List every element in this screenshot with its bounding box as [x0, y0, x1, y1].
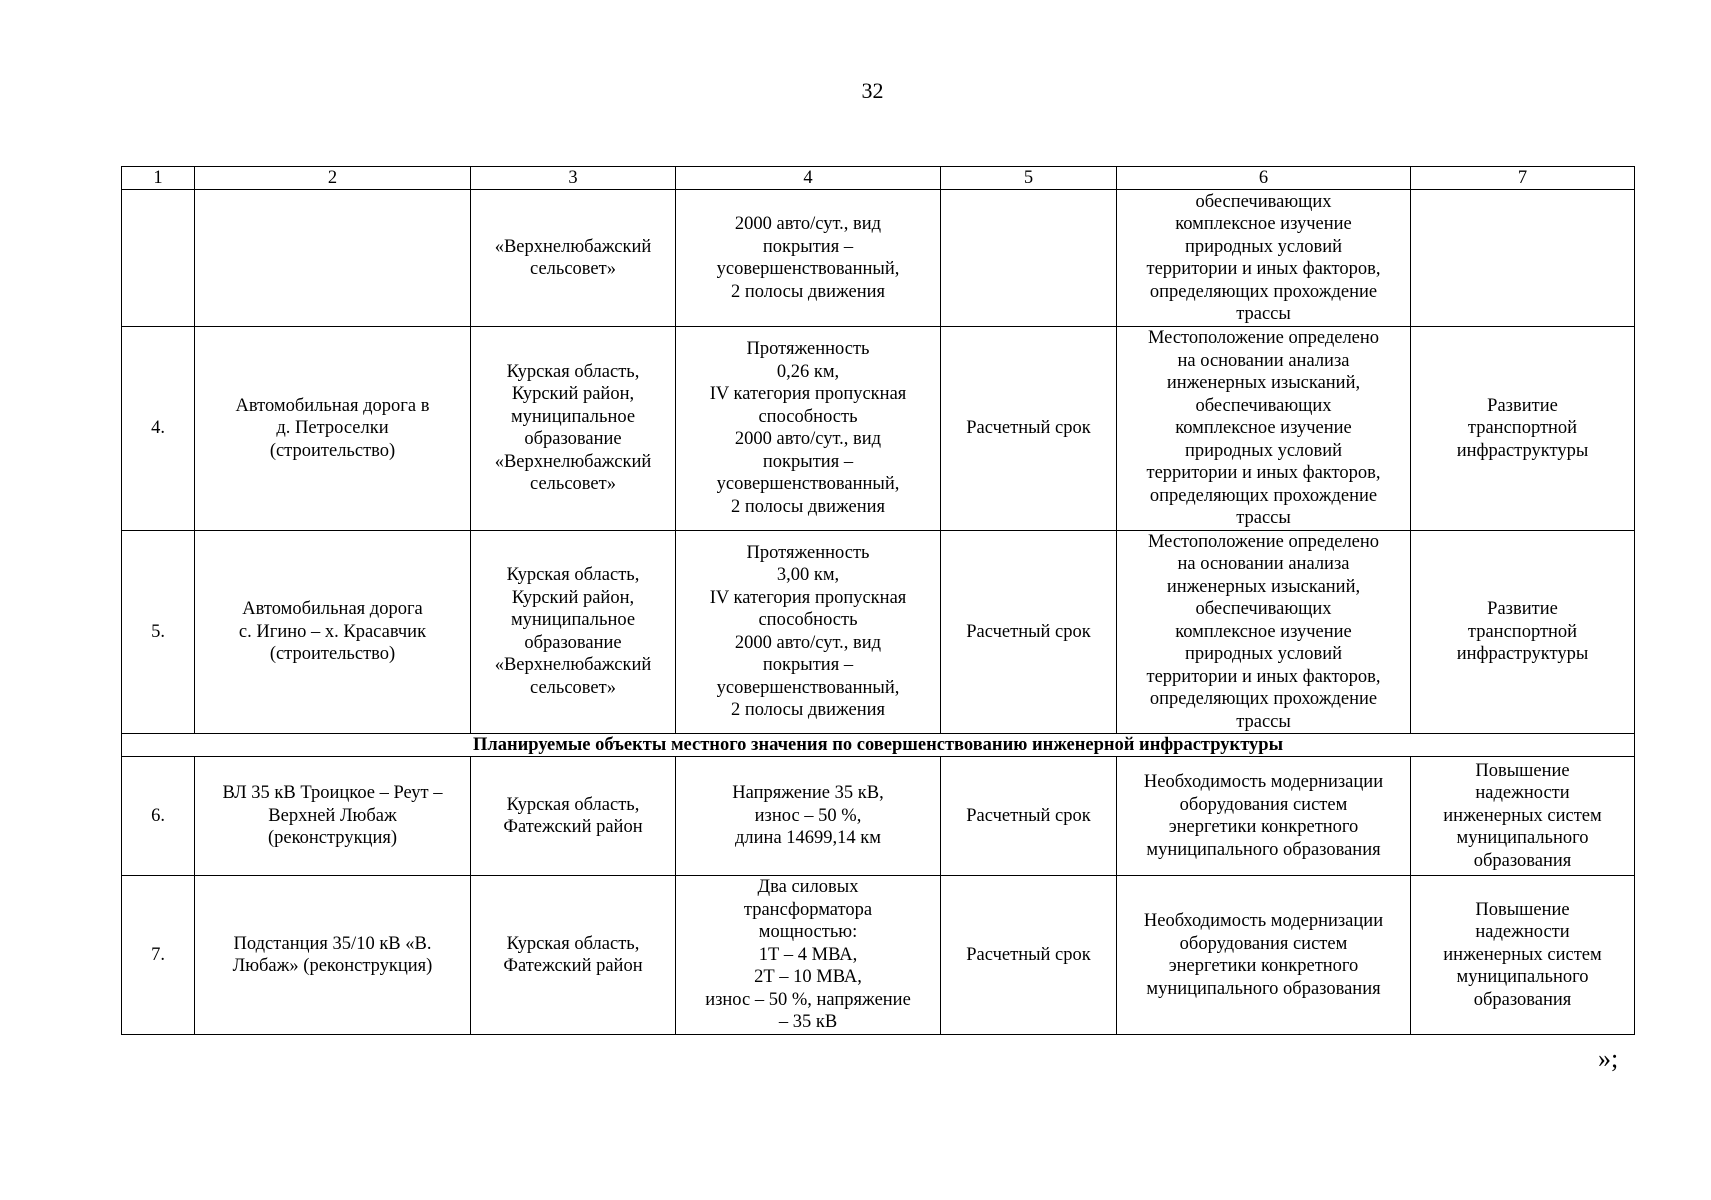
header-cell: 1 [122, 167, 195, 190]
header-cell: 5 [941, 167, 1117, 190]
cell-num: 6. [122, 757, 195, 876]
cell-purpose [1411, 190, 1635, 327]
cell-params: Протяженность 0,26 км, IV категория пропускная способность 2000 авто/сут., вид покрытия – усовершенствованный, 2 полосы движения [676, 327, 941, 531]
cell-reason: Местоположение определено на основании анализа инженерных изысканий, обеспечивающих комплексное изучение природных условий территории и иных факторов, определяющих прохождение трассы [1117, 530, 1411, 734]
cell-name: Автомобильная дорога с. Игино – х. Красавчик (строительство) [195, 530, 471, 734]
cell-name: ВЛ 35 кВ Троицкое – Реут – Верхней Любаж (реконструкция) [195, 757, 471, 876]
cell-name: Автомобильная дорога в д. Петроселки (строительство) [195, 327, 471, 531]
cell-purpose: Развитие транспортной инфраструктуры [1411, 327, 1635, 531]
cell-num: 4. [122, 327, 195, 531]
cell-term: Расчетный срок [941, 757, 1117, 876]
table-row [122, 327, 1635, 531]
header-cell: 6 [1117, 167, 1411, 190]
cell-params: 2000 авто/сут., вид покрытия – усовершенствованный, 2 полосы движения [676, 190, 941, 327]
header-cell: 4 [676, 167, 941, 190]
table-row [122, 876, 1635, 1035]
header-cell: 2 [195, 167, 471, 190]
cell-reason: обеспечивающих комплексное изучение природных условий территории и иных факторов, определяющих прохождение трассы [1117, 190, 1411, 327]
cell-term: Расчетный срок [941, 327, 1117, 531]
cell-location: Курская область, Курский район, муниципальное образование «Верхнелюбажский сельсовет» [471, 327, 676, 531]
objects-table [121, 166, 1635, 1035]
cell-location: Курская область, Курский район, муниципальное образование «Верхнелюбажский сельсовет» [471, 530, 676, 734]
cell-term: Расчетный срок [941, 530, 1117, 734]
page-number: 32 [861, 78, 884, 103]
cell-purpose: Развитие транспортной инфраструктуры [1411, 530, 1635, 734]
cell-num: 5. [122, 530, 195, 734]
cell-reason: Необходимость модернизации оборудования систем энергетики конкретного муниципального образования [1117, 876, 1411, 1035]
table-row [122, 530, 1635, 734]
closing-quote-mark: »; [1598, 1044, 1619, 1073]
cell-num: 7. [122, 876, 195, 1035]
cell-name [195, 190, 471, 327]
cell-num [122, 190, 195, 327]
table-row [122, 190, 1635, 327]
cell-params: Два силовых трансформатора мощностью: 1Т – 4 МВА, 2Т – 10 МВА, износ – 50 %, напряжение – 35 кВ [676, 876, 941, 1035]
header-cell: 7 [1411, 167, 1635, 190]
cell-location: «Верхнелюбажский сельсовет» [471, 190, 676, 327]
header-row [122, 167, 1635, 190]
cell-reason: Необходимость модернизации оборудования систем энергетики конкретного муниципального образования [1117, 757, 1411, 876]
cell-params: Напряжение 35 кВ, износ – 50 %, длина 14699,14 км [676, 757, 941, 876]
cell-purpose: Повышение надежности инженерных систем муниципального образования [1411, 876, 1635, 1035]
cell-term: Расчетный срок [941, 876, 1117, 1035]
cell-term [941, 190, 1117, 327]
cell-reason: Местоположение определено на основании анализа инженерных изысканий, обеспечивающих комплексное изучение природных условий территории и иных факторов, определяющих прохождение трассы [1117, 327, 1411, 531]
cell-location: Курская область, Фатежский район [471, 757, 676, 876]
cell-name: Подстанция 35/10 кВ «В. Любаж» (реконструкция) [195, 876, 471, 1035]
section-title: Планируемые объекты местного значения по совершенствованию инженерной инфраструктуры [122, 734, 1635, 757]
cell-location: Курская область, Фатежский район [471, 876, 676, 1035]
cell-params: Протяженность 3,00 км, IV категория пропускная способность 2000 авто/сут., вид покрытия – усовершенствованный, 2 полосы движения [676, 530, 941, 734]
section-row [122, 734, 1635, 757]
header-cell: 3 [471, 167, 676, 190]
cell-purpose: Повышение надежности инженерных систем муниципального образования [1411, 757, 1635, 876]
table-row [122, 757, 1635, 876]
